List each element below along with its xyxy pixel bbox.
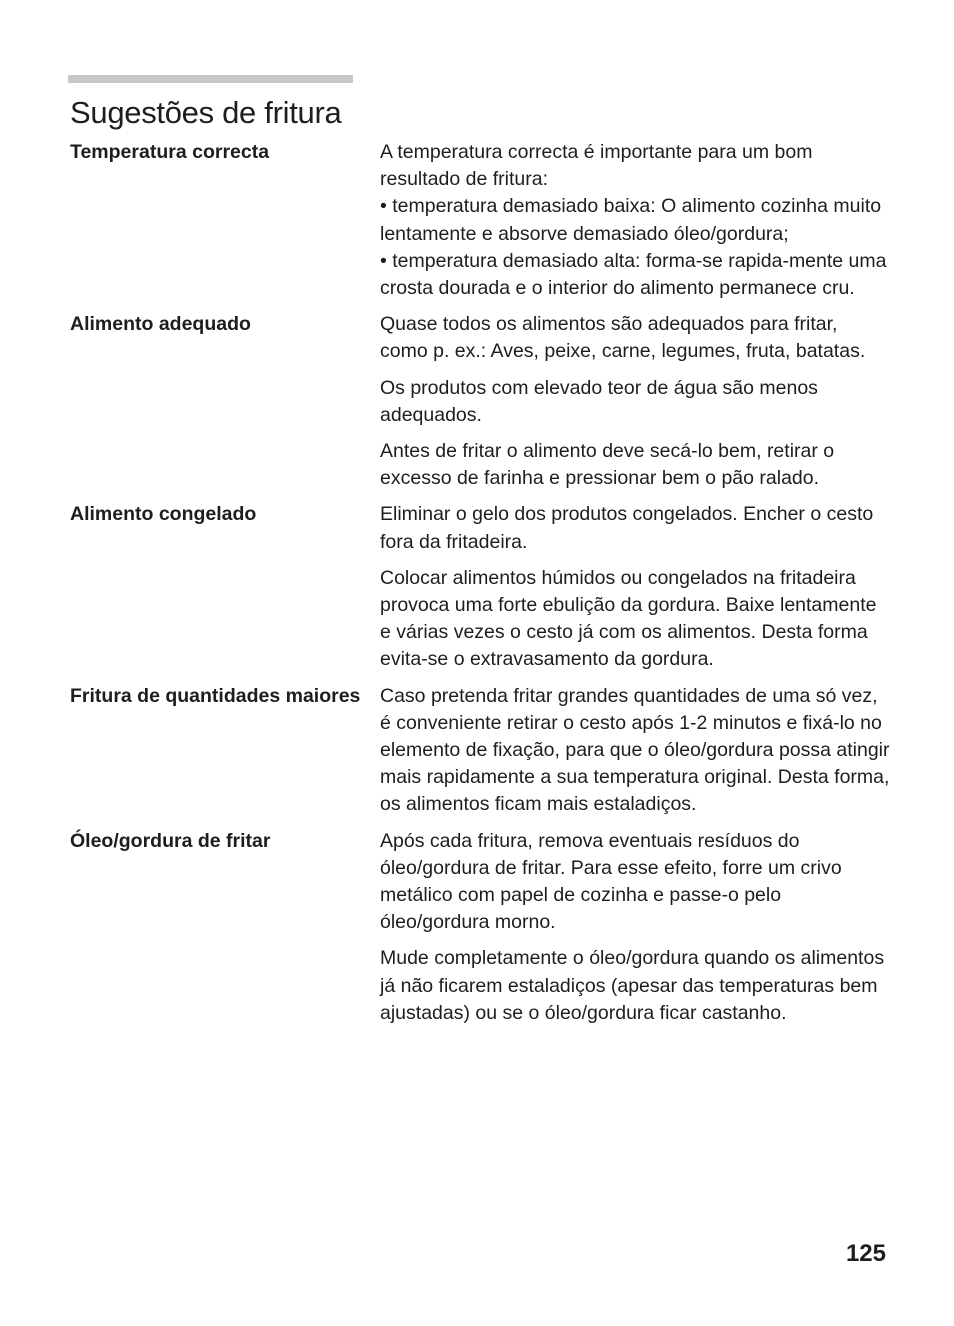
- page-number: 125: [845, 1240, 886, 1267]
- section-alimento-congelado: [70, 501, 890, 673]
- section-fritura-quantidades-maiores: [70, 683, 890, 819]
- bullet-item: • temperatura demasiado alta: forma-se rapida-mente uma crosta dourada e o interior do alimento permanece cru.: [380, 249, 887, 300]
- paragraph: Eliminar o gelo dos produtos congelados. Encher o cesto fora da fritadeira.: [380, 503, 874, 553]
- paragraph: Após cada fritura, remova eventuais resíduos do óleo/gordura de fritar. Para esse efeito, forre um crivo metálico com papel de cozinha e passe-o pelo óleo/gordura morno.: [380, 829, 842, 934]
- paragraph: Os produtos com elevado teor de água são menos adequados.: [380, 376, 818, 426]
- section-label: Óleo/gordura de fritar: [70, 829, 271, 852]
- paragraph: A temperatura correcta é importante para um bom resultado de fritura:: [380, 141, 813, 191]
- title-rule: [68, 75, 353, 83]
- section-body: [380, 683, 890, 819]
- section-temperatura-correcta: [70, 139, 890, 302]
- paragraph: Quase todos os alimentos são adequados para fritar, como p. ex.: Aves, peixe, carne, legumes, fruta, batatas.: [380, 313, 866, 363]
- section-body: [380, 828, 890, 1027]
- section-oleo-gordura-de-fritar: [70, 828, 890, 1027]
- paragraph: Colocar alimentos húmidos ou congelados na fritadeira provoca uma forte ebulição da gordura. Baixe lentamente e várias vezes o cesto já com os alimentos. Desta forma evita-se o extravasamento da gordura.: [380, 566, 877, 671]
- bullet-item: • temperatura demasiado baixa: O alimento cozinha muito lentamente e absorve demasiado óleo/gordura;: [380, 195, 882, 245]
- section-label: Alimento adequado: [70, 313, 251, 336]
- section-label: Temperatura correcta: [70, 141, 270, 163]
- section-label: Alimento congelado: [70, 503, 257, 526]
- paragraph: Caso pretenda fritar grandes quantidades de uma só vez, é conveniente retirar o cesto após 1-2 minutos e fixá-lo no elemento de fixação, para que o óleo/gordura possa atingir mais rapidamente a sua temperatura original. Desta forma, os alimentos ficam mais estaladiços.: [380, 684, 890, 816]
- tips-content: [70, 139, 890, 1036]
- paragraph: Antes de fritar o alimento deve secá-lo bem, retirar o excesso de farinha e pressionar bem o pão ralado.: [380, 440, 835, 490]
- section-body: [380, 311, 890, 492]
- section-label: Fritura de quantidades maiores: [70, 684, 361, 707]
- paragraph: Mude completamente o óleo/gordura quando os alimentos já não ficarem estaladiços (apesar das temperaturas bem ajustadas) ou se o óleo/gordura ficar castanho.: [380, 947, 885, 1024]
- page-title: Sugestões de fritura: [70, 95, 342, 130]
- section-alimento-adequado: [70, 311, 890, 492]
- section-body: [380, 501, 890, 673]
- section-body: [380, 139, 890, 302]
